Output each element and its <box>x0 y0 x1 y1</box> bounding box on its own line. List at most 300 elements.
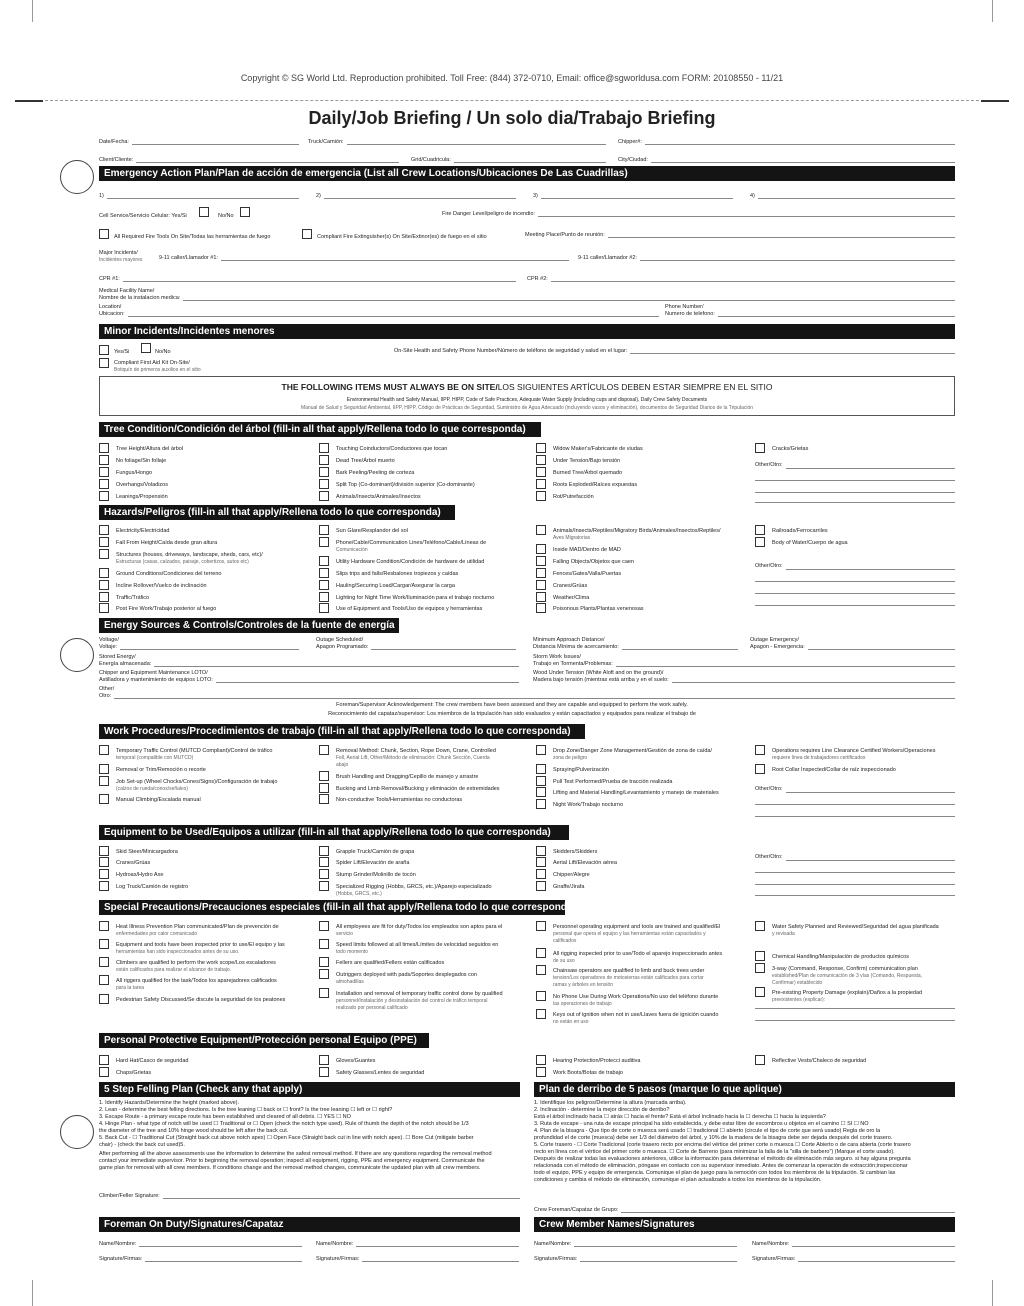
precaution-checkbox[interactable] <box>99 957 109 967</box>
ppe-label: Gloves/Guantes <box>336 1058 376 1064</box>
hazard-label: Weather/Clima <box>553 595 590 601</box>
equipment-checkbox[interactable] <box>99 869 109 879</box>
registration-mark <box>992 1280 993 1306</box>
work-procedure-label: Drop Zone/Danger Zone Management/Gestión de zona de caída/ <box>553 748 712 754</box>
precaution-label: All rigging inspected prior to use/Todo el aparejo inspeccionado antes <box>553 951 723 957</box>
equipment-label: Spider Lift/Elevación de araña <box>336 860 410 866</box>
foreman-name-field[interactable]: Name/Nombre: <box>99 1241 302 1247</box>
precaution-label: Fellers are qualified/Fellers están calificados <box>336 960 445 966</box>
work-sublabel: temporal (compatible con MUTCD) <box>116 755 194 761</box>
felling-after-1: After performing all the above assessments use the information to determine the safest removal method. If there are any questions regarding the removal method <box>99 1151 492 1157</box>
city-field[interactable]: City/Ciudad: <box>618 157 955 163</box>
hazard-label: Post Fire Work/Trabajo posterior al fuego <box>116 606 217 612</box>
hazard-checkbox[interactable] <box>536 580 546 590</box>
work-sublabel: Fell, Aerial Lift, Other/Método de eliminación: Chunk Sección, Cuerda <box>336 755 490 761</box>
hazard-checkbox[interactable] <box>536 544 546 554</box>
felling-after-2: contact your immediate supervisor. Prior to beginning the removal operation; inspect all equipment, rigging, PPE and emergency equipment. Communicate the <box>99 1158 485 1164</box>
work-procedure-checkbox[interactable] <box>755 745 765 755</box>
precaution-sublabel: Confirmar) establecido <box>772 980 823 986</box>
stored-energy-field[interactable]: Energía almacenada: <box>99 661 519 667</box>
precaution-sublabel: established/Plan de comunicación de 3 vías (Comando, Respuesta, <box>772 973 923 979</box>
hazard-checkbox[interactable] <box>319 525 329 535</box>
precaution-sublabel: servicio <box>336 931 353 937</box>
ppe-checkbox[interactable] <box>319 1055 329 1065</box>
ppe-label: Hearing Protection/Protecci auditiva <box>553 1058 641 1064</box>
crew-location-1[interactable]: 1) <box>99 193 299 199</box>
tree-condition-checkbox[interactable] <box>755 443 765 453</box>
precaution-sublabel: no están en uso <box>553 1019 589 1025</box>
tree-condition-checkbox[interactable] <box>319 467 329 477</box>
hazard-label: Slips trips and falls/Resbalones tropiezos y caídas <box>336 571 459 577</box>
work-procedure-label: Night Work/Trabajo nocturno <box>553 802 624 808</box>
equipment-label: Stump Grinder/Molinillo de tocón <box>336 872 416 878</box>
write-in-line[interactable] <box>755 884 955 885</box>
precaution-checkbox[interactable] <box>319 957 329 967</box>
write-in-line[interactable] <box>755 895 955 896</box>
section-hazards: Hazards/Peligros (fill-in all that apply/Rellena todo lo que corresponda) <box>99 505 455 520</box>
tree-condition-label: Dead Tree/Árbol muerto <box>336 458 395 464</box>
section-equipment: Equipment to be Used/Equipos a utilizar (fill-in all that apply/Rellena todo lo que corresponda) <box>99 825 569 840</box>
equipment-checkbox[interactable] <box>536 846 546 856</box>
write-in-line[interactable] <box>786 792 955 793</box>
ppe-checkbox[interactable] <box>99 1067 109 1077</box>
outage-emergency-field[interactable]: Apagon - Emergencia: <box>750 644 955 650</box>
write-in-line[interactable] <box>786 860 955 861</box>
extinguisher-checkbox[interactable] <box>302 229 312 239</box>
felling-after-es-4: condiciones y cambia el método de eliminación, comunique el plan actualizado a todos los miembros de la tripulación. <box>534 1177 822 1183</box>
work-procedure-label: Brush Handling and Dragging/Cepillo de manejo y arrastre <box>336 774 479 780</box>
precaution-checkbox[interactable] <box>99 975 109 985</box>
work-procedure-label: Pull Test Performed/Prueba de tracción realizada <box>553 779 673 785</box>
hazard-label: Sun Glare/Resplandor del sol <box>336 528 408 534</box>
hazard-label: Hauling/Securing Load/Cargar/Asegurar la carga <box>336 583 455 589</box>
precaution-checkbox[interactable] <box>536 965 546 975</box>
section-tree-condition: Tree Condition/Condición del árbol (fill-in all that apply/Rellena todo lo que corresponda) <box>99 422 541 437</box>
tree-condition-label: Tree Height/Altura del árbol <box>116 446 184 452</box>
felling-step-es-2b: Está el árbol inclinado hacia ☐ atrás ☐ hacia el frente? Está el árbol inclinado hacia la ☐ derecha ☐ hacia la izquierda? <box>534 1114 826 1120</box>
tree-condition-checkbox[interactable] <box>319 455 329 465</box>
registration-mark <box>32 0 33 22</box>
hazard-label: Poisonous Plants/Plantas venenosas <box>553 606 644 612</box>
caller2-field[interactable]: 9-11 caller/Llamador #2: <box>578 255 955 261</box>
equipment-label: Cranes/Grúas <box>116 860 151 866</box>
location-field[interactable]: Ubicacion: <box>99 311 659 317</box>
write-in-line[interactable] <box>755 1008 955 1009</box>
precaution-checkbox[interactable] <box>755 963 765 973</box>
hazard-sublabel: Estructuras (casas, calzados, paisaje, cobertizos, autos etc) <box>116 559 249 565</box>
precaution-sublabel: de su uso <box>553 958 575 964</box>
equipment-checkbox[interactable] <box>536 857 546 867</box>
tree-condition-checkbox[interactable] <box>319 491 329 501</box>
precaution-checkbox[interactable] <box>536 1009 546 1019</box>
crew-location-2[interactable]: 2) <box>316 193 516 199</box>
work-procedure-checkbox[interactable] <box>99 794 109 804</box>
crew-location-4[interactable]: 4) <box>750 193 955 199</box>
work-procedure-label: Operations requires Line Clearance Certified Workers/Operaciones <box>772 748 936 754</box>
equipment-checkbox[interactable] <box>99 857 109 867</box>
tree-condition-label: No foliage/Sin follaje <box>116 458 167 464</box>
tree-condition-checkbox[interactable] <box>536 467 546 477</box>
hazard-label: Ground Conditions/Condiciones del terreno <box>116 571 222 577</box>
hazard-checkbox[interactable] <box>99 568 109 578</box>
hazard-checkbox[interactable] <box>99 580 109 590</box>
required-items-box <box>99 376 955 416</box>
hazard-checkbox[interactable] <box>99 525 109 535</box>
section-foreman-signatures: Foreman On Duty/Signatures/Capataz <box>99 1217 520 1232</box>
crew-location-3[interactable]: 3) <box>533 193 733 199</box>
precaution-checkbox[interactable] <box>536 921 546 931</box>
hazard-label: Incline Rollover/Vuelco de inclinación <box>116 583 207 589</box>
write-in-line[interactable] <box>755 502 955 503</box>
hazard-sublabel: Comunicación <box>336 547 368 553</box>
equipment-label: Log Truck/Camión de registro <box>116 884 189 890</box>
hazard-checkbox[interactable] <box>536 525 546 535</box>
precaution-checkbox[interactable] <box>319 939 329 949</box>
cpr2-field[interactable]: CPR #2: <box>527 276 955 282</box>
ppe-label: Chaps/Grietas <box>116 1070 152 1076</box>
felling-step-5: 5. Back Cut - ☐ Traditional Cut (Straight back cut above notch apex) ☐ Open Face (Straight back cut in line with notch apex). ☐ Bore Cut (mitigate barber <box>99 1135 474 1141</box>
precaution-label: Chainsaw operators are qualified to limb and buck trees under <box>553 968 705 974</box>
stored-energy-label: Stored Energy/ <box>99 654 136 660</box>
equipment-checkbox[interactable] <box>536 881 546 891</box>
tree-condition-checkbox[interactable] <box>536 491 546 501</box>
precaution-sublabel: están calificados para realizar el alcance de trabajo. <box>116 967 232 973</box>
precaution-checkbox[interactable] <box>755 951 765 961</box>
precaution-checkbox[interactable] <box>536 948 546 958</box>
work-procedure-checkbox[interactable] <box>319 794 329 804</box>
truck-field[interactable]: Truck/Camión: <box>308 139 606 145</box>
ppe-checkbox[interactable] <box>536 1055 546 1065</box>
write-in-line[interactable] <box>755 593 955 594</box>
caller1-field[interactable]: 9-11 caller/Llamador #1: <box>159 255 569 261</box>
crew-name-field[interactable]: Name/Nombre: <box>534 1241 737 1247</box>
precaution-checkbox[interactable] <box>319 969 329 979</box>
precaution-sublabel: todo momento <box>336 949 368 955</box>
tree-condition-label: Fungus/Hongo <box>116 470 153 476</box>
precaution-checkbox[interactable] <box>319 921 329 931</box>
equipment-checkbox[interactable] <box>319 846 329 856</box>
equipment-checkbox[interactable] <box>99 881 109 891</box>
hazard-label: Inside MAD/Dentro de MAD <box>553 547 621 553</box>
write-in-line[interactable] <box>755 581 955 582</box>
precaution-sublabel: personal que opera el equipo y las herramientas están capacitados y <box>553 931 706 937</box>
tree-condition-checkbox[interactable] <box>319 443 329 453</box>
phone-field[interactable]: Numero de telefono: <box>665 311 955 317</box>
equipment-label: Grapple Truck/Camión de grapa <box>336 849 415 855</box>
work-procedure-checkbox[interactable] <box>536 787 546 797</box>
loto-label: Chipper and Equipment Maintenance LOTO/ <box>99 670 208 676</box>
first-aid-checkbox[interactable] <box>99 358 109 368</box>
hazard-checkbox[interactable] <box>99 603 109 613</box>
work-sublabel: abajo <box>336 762 349 768</box>
work-procedure-checkbox[interactable] <box>536 764 546 774</box>
equipment-sublabel: (Hobbs, GRCS, etc.) <box>336 891 382 897</box>
extinguisher-label: Compliant Fire Extinguisher(s) On Site/Extinor(es) de fuego en el sitio <box>317 234 487 240</box>
storm-work-label: Storm Work Issues/ <box>533 654 581 660</box>
write-in-line[interactable] <box>755 816 955 817</box>
registration-mark <box>992 0 993 22</box>
cell-no-checkbox[interactable] <box>240 207 250 217</box>
hazard-sublabel: Aves Migratorias <box>553 535 591 541</box>
precaution-checkbox[interactable] <box>99 939 109 949</box>
fire-tools-checkbox[interactable] <box>99 229 109 239</box>
tree-condition-label: Touching Coinductors/Conductores que tocan <box>336 446 448 452</box>
precaution-label: Installation and removal of temporary traffic control done by qualified <box>336 991 503 997</box>
precaution-checkbox[interactable] <box>755 921 765 931</box>
precaution-sublabel: enfermedades por calor comunicado <box>116 931 198 937</box>
copyright-line: Copyright © SG World Ltd. Reproduction prohibited. Toll Free: (844) 372-0710, Email: office@sgworldusa.com FORM: 20108550 - 11/21 <box>240 73 784 83</box>
ppe-checkbox[interactable] <box>755 1055 765 1065</box>
precaution-sublabel: preexistentes (explicar): <box>772 997 826 1003</box>
tree-condition-label: Rot/Putrefacción <box>553 494 594 500</box>
binder-hole <box>60 638 94 672</box>
work-other-label: Other/Otro: <box>755 786 783 792</box>
work-procedure-checkbox[interactable] <box>319 745 329 755</box>
work-sublabel: zona de peligro <box>553 755 588 761</box>
storm-work-field[interactable]: Trabajo en Tormenta/Problemas: <box>533 661 955 667</box>
precaution-label: No Phone Use During Work Operations/No uso del teléfono durante <box>553 994 719 1000</box>
precaution-checkbox[interactable] <box>99 921 109 931</box>
felling-step-es-4b: profundidad el de corte (muesca) debe ser 1/3 del diámetro del árbol, y 10% de la madera de la bisagra debe ser dejada después del corte trasero. <box>534 1135 893 1141</box>
felling-step-es-4: 4. Plan de la bisagra - Que tipo de corte o muesca será usado ☐ tradicional ☐ abierto (circule el tipo de corte que será usado) Regla de oro la <box>534 1128 881 1134</box>
required-items-list: Environmental Health and Safety Manual, IIPP, HIPP, Code of Safe Practices, Adequate Water Supply (including cups and disposal), Daily Crew Safety Documents <box>346 397 708 403</box>
ppe-label: Hard Hat/Casco de seguridad <box>116 1058 189 1064</box>
write-in-line[interactable] <box>755 492 955 493</box>
ppe-label: Work Boots/Botas de trabajo <box>553 1070 623 1076</box>
climber-signature-field[interactable]: Climber/Feller Signature: <box>99 1193 520 1199</box>
precaution-label: Pre-existing Property Damage (explain)/Daños a la propiedad <box>772 990 923 996</box>
precaution-checkbox[interactable] <box>99 994 109 1004</box>
hazard-checkbox[interactable] <box>319 603 329 613</box>
write-in-line[interactable] <box>786 468 955 469</box>
precaution-sublabel: personnel/Instalación y desinstalación del control de tráfico temporal <box>336 998 488 1004</box>
equipment-label: Skidders/Skidders <box>553 849 598 855</box>
first-aid-sublabel: Botiquín de primeros auxilios en el sitio <box>114 367 201 373</box>
precaution-label: 3-way (Command, Response, Confirm) communication plan <box>772 966 918 972</box>
chipper-field[interactable]: Chipper#: <box>618 139 955 145</box>
felling-plan-steps <box>99 1100 520 1172</box>
wood-tension-field[interactable]: Madera bajo tensión (mientras está arriba y en el suelo: <box>533 677 955 683</box>
min-approach-label: Minimum Approach Distance/ <box>533 637 605 643</box>
cell-yes-checkbox[interactable] <box>199 207 209 217</box>
hazard-label: Utility Hardware Condition/Condición de hardware de utilidad <box>336 559 485 565</box>
work-procedure-label: Job Set-up (Wheel Chocks/Cones/Signs)/Configuración de trabajo <box>116 779 278 785</box>
work-procedure-label: Bucking and Limb Removal/Bucking y eliminación de extremidades <box>336 786 500 792</box>
medical-facility-field[interactable]: Nombre de la instalacion medica: <box>99 295 955 301</box>
precaution-checkbox[interactable] <box>536 991 546 1001</box>
medical-facility-label: Medical Facility Name/ <box>99 288 155 294</box>
crew-signature-field[interactable]: Signature/Firmas: <box>752 1256 955 1262</box>
foreman-acknowledgement: Foreman/Supervisor Acknowledgement: The crew members have been assessed and they are capable and equipped to perform the work safely. <box>336 702 688 708</box>
write-in-line[interactable] <box>755 605 955 606</box>
precaution-label: Keys out of ignition when not in use/Llaves fuera de ignición cuando <box>553 1012 719 1018</box>
voltage-field[interactable]: Voltaje: <box>99 644 299 650</box>
work-sublabel: (calzos de rueda/conos/señales) <box>116 786 188 792</box>
registration-mark <box>32 1280 33 1306</box>
tree-condition-checkbox[interactable] <box>536 479 546 489</box>
equipment-checkbox[interactable] <box>536 869 546 879</box>
outage-scheduled-label: Outage Scheduled/ <box>316 637 364 643</box>
ppe-checkbox[interactable] <box>319 1067 329 1077</box>
felling-plan-steps-es <box>534 1100 955 1184</box>
equipment-checkbox[interactable] <box>319 857 329 867</box>
ppe-checkbox[interactable] <box>536 1067 546 1077</box>
tree-condition-label: Burned Tree/Árbol quemado <box>553 470 623 476</box>
tree-condition-checkbox[interactable] <box>99 443 109 453</box>
hazard-label: Fall From Height/Caída desde gran altura <box>116 540 218 546</box>
hazard-label: Electricity/Electricidad <box>116 528 170 534</box>
fire-danger-field[interactable]: Fire Danger Level/peligro de incendio: <box>442 211 955 217</box>
cpr1-field[interactable]: CPR #1: <box>99 276 516 282</box>
tree-condition-checkbox[interactable] <box>99 479 109 489</box>
write-in-line[interactable] <box>786 569 955 570</box>
section-felling-plan: 5 Step Felling Plan (Check any that apply) <box>99 1082 520 1097</box>
work-procedure-checkbox[interactable] <box>99 776 109 786</box>
ppe-checkbox[interactable] <box>99 1055 109 1065</box>
felling-step-5b: chair) - (check the back cut used)5. <box>99 1142 185 1148</box>
minor-yes-checkbox[interactable] <box>99 345 109 355</box>
precaution-checkbox[interactable] <box>319 988 329 998</box>
precaution-sublabel: tension/Los operadores de motosierras están calificados para cortar <box>553 975 704 981</box>
precaution-label: Climbers are qualified to perform the work scope/Los escaladores <box>116 960 276 966</box>
precaution-sublabel: y revisada <box>772 931 795 937</box>
section-felling-plan-es: Plan de derribo de 5 pasos (marque lo que aplique) <box>534 1082 955 1097</box>
felling-step-es-1: 1. Identifique los peligros/Determine la altura (marcada arriba). <box>534 1100 687 1106</box>
hazard-checkbox[interactable] <box>536 568 546 578</box>
hazard-other-label: Other/Otro: <box>755 563 783 569</box>
felling-after-es-2: relacionada con el método de eliminación, póngase en contacto con su supervisor inmediato. Antes de comenzar la operación de extracción;inspeccionar <box>534 1163 908 1169</box>
felling-step-4b: the diameter of the tree and 10% hinge wood should be left after the back cut. <box>99 1128 289 1134</box>
energy-other-field[interactable]: Otro: <box>99 693 955 699</box>
hazard-checkbox[interactable] <box>319 537 329 547</box>
hazard-checkbox[interactable] <box>755 525 765 535</box>
write-in-line[interactable] <box>755 1020 955 1021</box>
foreman-signature-field[interactable]: Signature/Firmas: <box>316 1256 519 1262</box>
section-work-procedures: Work Procedures/Procedimientos de trabajo (fill-in all that apply/Rellena todo lo que corresponda) <box>99 724 585 739</box>
hazard-checkbox[interactable] <box>319 556 329 566</box>
min-approach-field[interactable]: Distancia Mínima de acercamiento: <box>533 644 738 650</box>
work-procedure-checkbox[interactable] <box>319 783 329 793</box>
hazard-checkbox[interactable] <box>319 592 329 602</box>
hazard-checkbox[interactable] <box>99 537 109 547</box>
hazard-label: Phone/Cable/Communication Lines/Teléfono/Cable/Líneas de <box>336 540 487 546</box>
meeting-place-field[interactable]: Meeting Place/Punto de reunión: <box>525 232 955 238</box>
minor-no-checkbox[interactable] <box>141 343 151 353</box>
foreman-name-field[interactable]: Name/Nombre: <box>316 1241 519 1247</box>
hazard-checkbox[interactable] <box>99 592 109 602</box>
hazard-label: Cranes/Grúas <box>553 583 588 589</box>
hazard-checkbox[interactable] <box>319 568 329 578</box>
felling-step-4: 4. Hinge Plan - what type of notch will be used ☐ Traditional or ☐ Open (check the notch type used). Rule of thumb the depth of the notch should be 1/3 <box>99 1121 469 1127</box>
ppe-label: Safety Glasses/Lentes de seguridad <box>336 1070 425 1076</box>
onsite-phone-field[interactable]: On-Site Health and Safety Phone Number/Número de teléfono de seguridad y salud en el lugar: <box>394 348 955 354</box>
felling-step-1: 1. Identify Hazards/Determine the height (marked above). <box>99 1100 240 1106</box>
tree-condition-checkbox[interactable] <box>536 443 546 453</box>
work-procedure-checkbox[interactable] <box>755 764 765 774</box>
minor-no-label: No/No <box>155 349 171 355</box>
felling-step-3: 3. Escape Route - a primary escape route has been established and cleared of all debris. ☐ YES ☐ NO <box>99 1114 351 1120</box>
date-field[interactable]: Date/Fecha: <box>99 139 299 145</box>
work-procedure-label: Root Collar Inspected/Collar de raíz inspeccionado <box>772 767 896 773</box>
ppe-label: Reflective Vests/Chaleco de seguridad <box>772 1058 867 1064</box>
hazard-label: Railroads/Ferrocarriles <box>772 528 828 534</box>
hazard-label: Falling Objects/Objetos que caen <box>553 559 635 565</box>
hazard-label: Use of Equipment and Tools/Uso de equipos y herramientas <box>336 606 483 612</box>
crew-name-field[interactable]: Name/Nombre: <box>752 1241 955 1247</box>
write-in-line[interactable] <box>755 804 955 805</box>
loto-field[interactable]: Astilladora y mantenimiento de equipos LOTO: <box>99 677 519 683</box>
write-in-line[interactable] <box>755 872 955 873</box>
hazard-label: Structures (houses, driveways, landscape, sheds, cars, etc)/ <box>116 552 263 558</box>
work-procedure-checkbox[interactable] <box>536 745 546 755</box>
crew-signature-field[interactable]: Signature/Firmas: <box>534 1256 737 1262</box>
tree-condition-checkbox[interactable] <box>536 455 546 465</box>
precaution-label: Chemical Handling/Manipulación de productos químicos <box>772 954 909 960</box>
outage-emergency-label: Outage Emergency/ <box>750 637 799 643</box>
precaution-label: Personnel operating equipment and tools are trained and qualified/El <box>553 924 721 930</box>
equipment-label: Skid Steer/Minicargadora <box>116 849 178 855</box>
work-procedure-label: Lifting and Material Handling/Levantamiento y manejo de materiales <box>553 790 719 796</box>
work-procedure-checkbox[interactable] <box>536 776 546 786</box>
equipment-checkbox[interactable] <box>319 881 329 891</box>
hazard-label: Body of Water/Cuerpo de agua <box>772 540 848 546</box>
equipment-checkbox[interactable] <box>99 846 109 856</box>
hazard-checkbox[interactable] <box>319 580 329 590</box>
precaution-label: Speed limits followed at all times/Límites de velocidad seguidos en <box>336 942 499 948</box>
felling-step-es-5b: recto en línea con el vértice del primer corte o muesca. ☐ Corte de Barreno (para minimizar la falla de la "silla de barbero") (Marque el corte usado). <box>534 1149 895 1155</box>
hazard-checkbox[interactable] <box>536 603 546 613</box>
write-in-line[interactable] <box>755 480 955 481</box>
client-field[interactable]: Client/Cliente: <box>99 157 399 163</box>
tree-condition-checkbox[interactable] <box>99 491 109 501</box>
work-procedure-checkbox[interactable] <box>99 764 109 774</box>
energy-other-label: Other/ <box>99 686 115 692</box>
wood-tension-label: Wood Under Tension (White Aloft and on the ground)/ <box>533 670 664 676</box>
tree-condition-checkbox[interactable] <box>319 479 329 489</box>
work-procedure-checkbox[interactable] <box>536 799 546 809</box>
tree-condition-checkbox[interactable] <box>99 467 109 477</box>
hazard-checkbox[interactable] <box>755 537 765 547</box>
outage-scheduled-field[interactable]: Apagon Programado: <box>316 644 516 650</box>
hazard-label: Fences/Gates/Valla/Puertas <box>553 571 622 577</box>
page-title: Daily/Job Briefing / Un solo dia/Trabajo Briefing <box>308 108 716 128</box>
required-items-list-es: Manual de Salud y Seguridad Ambiental, IIPP, HIPP, Código de Prácticas de Seguridad, Suministro de Agua Adecuado (incluyendo vasos y eliminación), documentos de Seguridad Diarios de la Tripulación <box>300 405 754 411</box>
precaution-checkbox[interactable] <box>755 987 765 997</box>
work-procedure-checkbox[interactable] <box>319 771 329 781</box>
hazard-checkbox[interactable] <box>536 556 546 566</box>
equipment-label: Aerial Lift/Elevación aérea <box>553 860 617 866</box>
precaution-sublabel: realizado por personal calificado <box>336 1005 408 1011</box>
precaution-label: Pedestrian Safety Discussed/Se discute la seguridad de los peatones <box>116 997 286 1003</box>
tree-other-label: Other/Otro: <box>755 462 783 468</box>
foreman-acknowledgement-es: Reconocimiento del capataz/supervisor: Los miembros de la tripulación han sido evaluados y están capacitados y equipados para realizar el trabajo de <box>328 711 696 717</box>
felling-after-es-3: todo el equipo, PPE y equipo de emergencia. Comunique el plan de juego para la remoción con todos los miembros de la tripulación. Si cambian las <box>534 1170 896 1176</box>
tree-condition-checkbox[interactable] <box>99 455 109 465</box>
equipment-checkbox[interactable] <box>319 869 329 879</box>
crew-foreman-field[interactable]: Crew Foreman/Capataz de Grupo: <box>534 1207 955 1213</box>
work-procedure-checkbox[interactable] <box>99 745 109 755</box>
tree-condition-label: Bark Peeling/Peeling de corteza <box>336 470 415 476</box>
equipment-label: Chipper/Alegre <box>553 872 590 878</box>
work-procedure-label: Spraying/Pulverización <box>553 767 609 773</box>
tree-condition-label: Cracks/Grietas <box>772 446 809 452</box>
work-procedure-label: Manual Climbing/Escalada manual <box>116 797 201 803</box>
hazard-checkbox[interactable] <box>99 549 109 559</box>
grid-field[interactable]: Grid/Cuadricula: <box>411 157 606 163</box>
foreman-signature-field[interactable]: Signature/Firmas: <box>99 1256 302 1262</box>
hazard-checkbox[interactable] <box>536 592 546 602</box>
precaution-label: Water Safety Planned and Reviewed/Seguridad del agua planificada <box>772 924 939 930</box>
